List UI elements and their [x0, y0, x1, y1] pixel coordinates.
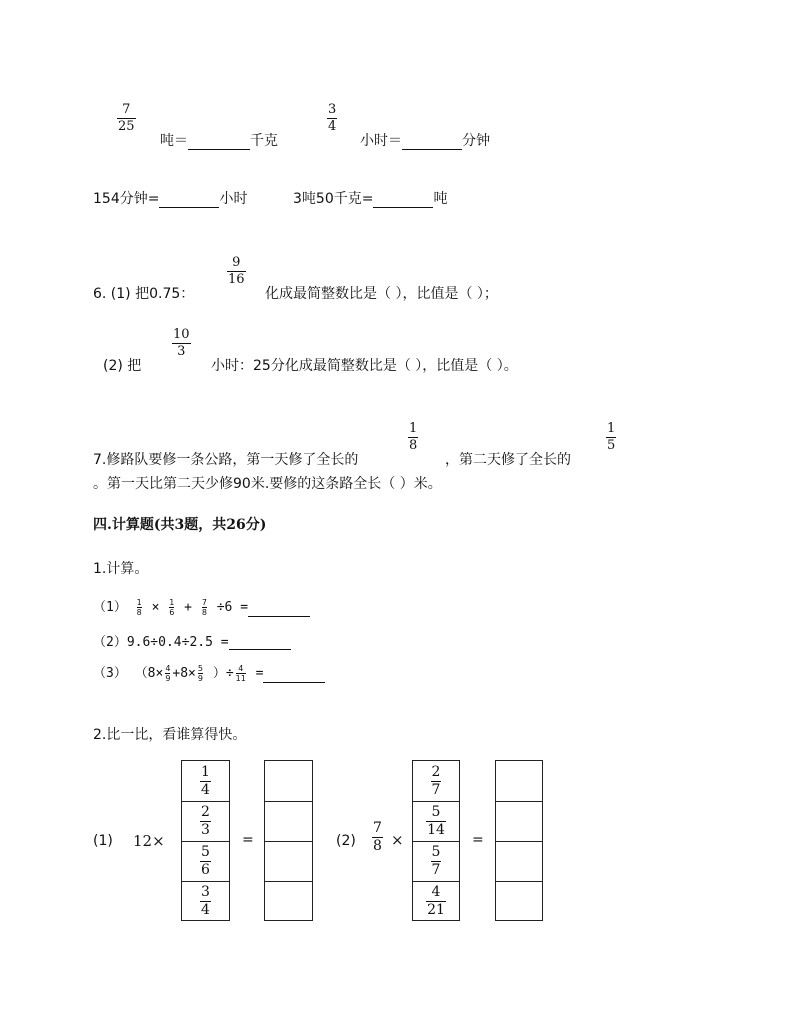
- expression-part: ）÷: [212, 666, 234, 681]
- group2-equals: =: [472, 832, 484, 848]
- numerator: 3: [328, 102, 337, 117]
- group1-factor: 12×: [133, 832, 165, 850]
- numerator: 1: [136, 598, 142, 607]
- q5-unit-ton: [160, 130, 278, 150]
- question-text: 154分钟=: [93, 191, 160, 207]
- answer-blank[interactable]: [229, 635, 291, 650]
- q7-line1-b: ，第二天修了全长的: [445, 452, 571, 468]
- q6-frac-9-16: [227, 256, 246, 287]
- answer-cell[interactable]: [265, 801, 312, 841]
- operator: +: [184, 600, 192, 615]
- numerator: 1: [169, 598, 175, 607]
- expression: 9.6÷0.4÷2.5 =: [126, 635, 229, 650]
- fraction: [431, 765, 442, 798]
- fraction: [426, 805, 446, 838]
- unit-text: 吨: [433, 191, 448, 207]
- expression-part: +8×: [172, 666, 196, 681]
- group2-label: (2): [336, 833, 356, 849]
- answer-cell[interactable]: [496, 841, 542, 881]
- q6-part1-prefix: 6. (1) 把0.75：: [93, 286, 195, 302]
- denominator: 8: [136, 608, 142, 617]
- item-label: （3）: [93, 666, 127, 681]
- denominator: 11: [235, 674, 246, 683]
- q6-frac-10-3: [172, 328, 191, 359]
- group2-fraction-column: [412, 760, 460, 921]
- numerator: 2: [201, 804, 210, 820]
- numerator: 4: [238, 664, 244, 673]
- denominator: 6: [201, 862, 210, 878]
- fraction: [200, 765, 211, 798]
- q6-part1-suffix: 化成最简整数比是（ ），比值是（ ）；: [265, 286, 498, 302]
- q5-line2-right: [293, 188, 447, 208]
- group1-label: (1): [93, 833, 113, 849]
- answer-cell[interactable]: [265, 761, 312, 801]
- fraction-cell: [413, 761, 459, 801]
- numerator: 1: [201, 763, 210, 780]
- numerator: 9: [232, 255, 241, 270]
- inline-fraction: [169, 598, 174, 617]
- denominator: 25: [118, 119, 135, 134]
- inline-fraction: [202, 598, 207, 617]
- fraction-cell: [182, 881, 229, 920]
- unit-text: 小时: [219, 191, 248, 207]
- q6-part2-prefix: (2) 把: [103, 358, 142, 374]
- unit-text: 分钟: [462, 133, 490, 149]
- denominator: 5: [607, 438, 616, 453]
- denominator: 8: [409, 438, 418, 453]
- equals-sign: =: [255, 666, 264, 681]
- calc1-item-3: [93, 662, 325, 683]
- answer-blank[interactable]: [402, 135, 462, 150]
- fraction-cell: [182, 841, 229, 881]
- section-heading: 四.计算题(共3题，共26分): [93, 517, 267, 533]
- denominator: 21: [427, 901, 445, 918]
- question-text: 3吨50千克=: [293, 191, 374, 207]
- answer-cell[interactable]: [496, 801, 542, 841]
- answer-blank[interactable]: [248, 602, 310, 617]
- calc1-item-1: [93, 596, 310, 617]
- numerator: 7: [373, 820, 382, 836]
- denominator: 4: [328, 119, 337, 134]
- answer-cell[interactable]: [496, 761, 542, 801]
- inline-fraction: [236, 664, 246, 683]
- inline-fraction: [165, 664, 170, 683]
- answer-blank[interactable]: [159, 193, 219, 208]
- numerator: 7: [201, 598, 207, 607]
- fraction-cell: [413, 841, 459, 881]
- group1-answer-column: [264, 760, 313, 921]
- fraction: [200, 885, 211, 918]
- numerator: 7: [122, 102, 131, 117]
- numerator: 5: [431, 804, 441, 820]
- q7-frac-1-8: [408, 422, 418, 453]
- group2-answer-column: [495, 760, 543, 921]
- item-label: （2）: [93, 635, 127, 650]
- numerator: 1: [409, 421, 418, 436]
- denominator: 3: [201, 822, 210, 838]
- calc2-title: 2.比一比，看谁算得快。: [93, 727, 247, 743]
- numerator: 4: [431, 883, 441, 900]
- inline-fraction: [137, 598, 142, 617]
- denominator: 4: [201, 901, 210, 918]
- fraction: [200, 845, 211, 878]
- q5-frac-7-25: [117, 103, 136, 134]
- fraction-cell: [182, 801, 229, 841]
- denominator: 7: [431, 781, 441, 798]
- answer-blank[interactable]: [373, 193, 433, 208]
- unit-text: 千克: [250, 133, 278, 149]
- denominator: 3: [177, 344, 186, 359]
- group1-fraction-column: [181, 760, 230, 921]
- denominator: 8: [373, 838, 382, 854]
- unit-text: 小时＝: [360, 133, 402, 149]
- numerator: 10: [173, 327, 190, 342]
- denominator: 14: [427, 822, 445, 838]
- answer-cell[interactable]: [265, 881, 312, 920]
- inline-fraction: [198, 664, 203, 683]
- numerator: 3: [201, 883, 210, 900]
- operator: ÷6 =: [216, 600, 249, 615]
- fraction: [426, 885, 446, 918]
- answer-blank[interactable]: [263, 668, 325, 683]
- answer-blank[interactable]: [188, 135, 250, 150]
- numerator: 5: [201, 844, 210, 860]
- group1-equals: =: [242, 832, 254, 848]
- q5-unit-hour: [360, 130, 490, 150]
- numerator: 2: [431, 763, 441, 780]
- q7-frac-1-5: [606, 422, 616, 453]
- denominator: 9: [165, 674, 171, 683]
- fraction-cell: [413, 881, 459, 920]
- denominator: 9: [197, 674, 203, 683]
- denominator: 6: [169, 608, 175, 617]
- operator: ×: [151, 600, 160, 615]
- fraction: [200, 805, 211, 838]
- group2-factor-fraction: [372, 821, 383, 854]
- answer-cell[interactable]: [265, 841, 312, 881]
- q7-line1-a: 7.修路队要修一条公路，第一天修了全长的: [93, 452, 359, 468]
- denominator: 7: [431, 862, 441, 878]
- expression-part: （8×: [134, 666, 164, 681]
- unit-text: 吨＝: [160, 133, 188, 149]
- denominator: 4: [201, 781, 210, 798]
- group2-times: ×: [391, 831, 404, 849]
- numerator: 1: [607, 421, 616, 436]
- fraction-cell: [182, 761, 229, 801]
- answer-cell[interactable]: [496, 881, 542, 920]
- q5-frac-3-4: [327, 103, 337, 134]
- calc1-item-2: [93, 631, 291, 650]
- denominator: 16: [228, 272, 245, 287]
- item-label: （1）: [93, 600, 127, 615]
- q6-part2-suffix: 小时：25分化成最简整数比是（ ），比值是（ ）。: [211, 358, 518, 374]
- fraction: [431, 845, 442, 878]
- numerator: 5: [431, 844, 441, 860]
- numerator: 5: [197, 664, 203, 673]
- denominator: 8: [201, 608, 207, 617]
- numerator: 4: [165, 664, 171, 673]
- calc1-title: 1.计算。: [93, 561, 149, 577]
- q7-line2: 。第一天比第二天少修90米.要修的这条路全长（ ）米。: [93, 476, 442, 492]
- q5-line2-left: [93, 188, 247, 208]
- fraction-cell: [413, 801, 459, 841]
